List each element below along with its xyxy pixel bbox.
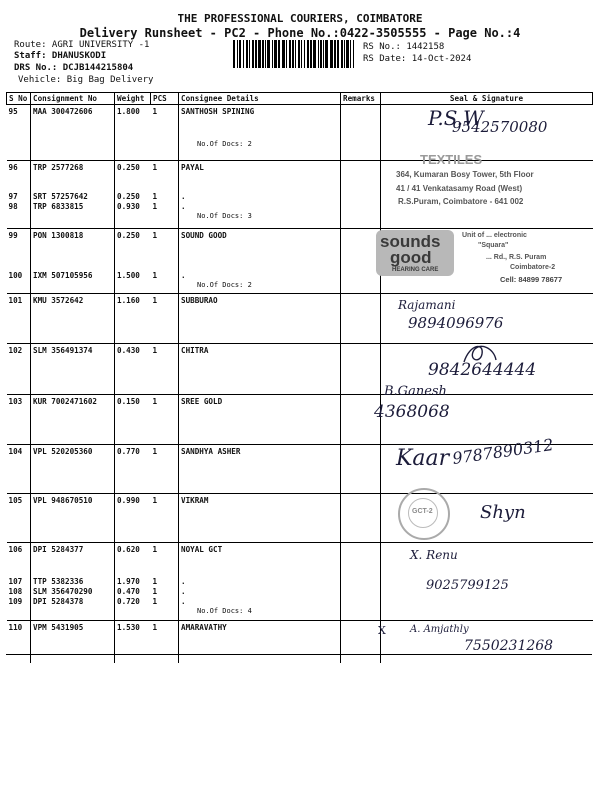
weight-cell: 0.770 [115,445,151,494]
sound-stamp-line: "Squara" [478,242,509,249]
barcode-bar [304,40,305,68]
barcode-bar [233,40,235,68]
weight-109: 0.720 [117,597,140,606]
consignee-107: . [181,577,186,586]
sno-cell: 104 [7,445,31,494]
consignee-cell: VIKRAM [179,494,341,543]
consignee-cell [179,105,341,161]
barcode-bar [258,40,261,68]
signature: Kaar [396,446,450,471]
consignment-cell [31,543,115,621]
docs-count: No.Of Docs: 3 [197,212,252,220]
staff-text: Staff: DHANUSKODI [14,51,107,61]
barcode-bar [249,40,250,68]
barcode-bar [325,40,328,68]
remarks-cell [341,105,381,161]
sno-97: 97 [8,192,18,201]
barcode-bar [337,40,339,68]
consignee-109: . [181,597,186,606]
cons-107: TTP 5382336 [33,577,84,586]
signature: Shyn [480,502,526,523]
sno-cell [7,161,31,229]
company-title: THE PROFESSIONAL COURIERS, COIMBATORE [177,12,423,25]
pcs-cell [151,161,179,229]
pcs-106: 1 [152,545,158,554]
table-row [7,294,593,344]
sno-cell: 101 [7,294,31,344]
sno-106: 106 [8,545,23,554]
col-consignment: Consignment No [31,93,115,105]
weight-100: 1.500 [117,271,140,280]
handwritten-phone: 9787890312 [451,435,555,468]
remarks-cell [341,294,381,344]
pcs-100: 1 [152,271,158,280]
consignee-100: . [181,271,186,280]
remarks-cell [341,543,381,621]
handwritten-phone: 4368068 [374,402,450,422]
weight-cell: 0.430 [115,344,151,395]
remarks-cell [341,494,381,543]
barcode-bar [341,40,343,68]
weight-cell: 1.160 [115,294,151,344]
weight-106: 0.620 [117,545,140,554]
barcode-bar [252,40,254,68]
consignment-cell: MAA 300472606 [31,105,115,161]
barcode [232,40,356,68]
consignment-cell: VPL 520205360 [31,445,115,494]
cons-99: PON 1300818 [33,231,84,240]
col-consignee: Consignee Details [179,93,341,105]
sno-100: 100 [8,271,23,280]
weight-cell [115,229,151,294]
cons-108: SLM 356470290 [33,587,93,596]
barcode-bar [298,40,300,68]
barcode-bar [344,40,345,68]
consignment-cell: VPL 948670510 [31,494,115,543]
consignee-cell [179,161,341,229]
remarks-cell [341,229,381,294]
consignee-96: PAYAL [181,163,204,172]
table-header-row [7,93,593,105]
remarks-cell [341,621,381,664]
pcs-cell: 1 [151,105,179,161]
logo-tagline: HEARING CARE [392,267,439,273]
barcode-bar [243,40,244,68]
handwritten-phone: 9894096976 [408,314,504,332]
barcode-bar [255,40,257,68]
docs-count: No.Of Docs: 2 [197,140,252,148]
consignee-98: . [181,202,186,211]
barcode-bar [307,40,309,68]
consignee-name: SANTHOSH SPINING [181,107,255,116]
barcode-bar [310,40,312,68]
weight-cell [115,161,151,229]
weight-cell: 1.800 [115,105,151,161]
remarks-cell [341,344,381,395]
pcs-cell: 1 [152,623,158,632]
consignee-cell: AMARAVATHY [179,621,341,664]
signature: P.S.W [428,106,484,130]
remarks-cell [341,445,381,494]
pcs-cell: 1 [151,395,179,445]
consignee-cell: CHITRA [179,344,341,395]
cons-100: IXM 507105956 [33,271,93,280]
remarks-cell [341,161,381,229]
barcode-bar [262,40,264,68]
weight-107: 1.970 [117,577,140,586]
pcs-97: 1 [152,192,158,201]
barcode-bar [350,40,351,68]
weight-cell [115,543,151,621]
barcode-bar [265,40,266,68]
barcode-bar [346,40,349,68]
barcode-bar [282,40,285,68]
sno-98: 98 [8,202,18,211]
consignment-cell [31,229,115,294]
handwritten-mark: X [378,624,386,637]
rs-date: RS Date: 14-Oct-2024 [363,54,472,64]
barcode-bar [323,40,324,68]
weight-99: 0.250 [117,231,140,240]
pcs-98: 1 [152,202,158,211]
textiles-stamp-line: 364, Kumaran Bosy Tower, 5th Floor [396,170,534,179]
consignee-97: . [181,192,186,201]
rs-number: RS No.: 1442158 [363,42,445,52]
sno-cell: 110 [8,623,23,632]
cons-109: DPI 5284378 [33,597,84,606]
consignment-cell: KMU 3572642 [31,294,115,344]
round-stamp-text: GCT-2 [412,508,433,515]
consignee-99: SOUND GOOD [181,231,227,240]
textiles-stamp-line: R.S.Puram, Coimbatore - 641 002 [398,197,524,206]
sno-99: 99 [8,231,18,240]
col-sno: S No [7,93,31,105]
drs-number: DRS No.: DCJB144215804 [14,63,134,73]
col-weight: Weight [115,93,151,105]
cons-98: TRP 6833815 [33,202,84,211]
sound-stamp-line: Cell: 84899 78677 [500,275,563,284]
barcode-bar [353,40,354,68]
pcs-cell: 1 [151,344,179,395]
pcs-cell: 1 [151,294,179,344]
consignee-cell [179,229,341,294]
pcs-99: 1 [152,231,158,240]
barcode-bar [330,40,333,68]
weight-108: 0.470 [117,587,140,596]
weight-97: 0.250 [117,192,140,201]
handwritten-phone: 9542570080 [452,118,548,136]
pcs-109: 1 [152,597,158,606]
cons-97: SRT 57257642 [33,192,88,201]
handwritten-name: A. Amjathly [410,624,469,635]
barcode-bar [318,40,319,68]
barcode-bar [292,40,294,68]
pcs-cell [151,229,179,294]
handwritten-name: B.Ganesh [384,384,447,399]
textiles-stamp-line: 41 / 41 Venkatasamy Road (West) [396,184,523,193]
sno-cell: 102 [7,344,31,395]
sno-107: 107 [8,577,23,586]
pcs-96: 1 [152,163,158,172]
sno-108: 108 [8,587,23,596]
handwritten-phone: 9025799125 [426,578,509,593]
cons-96: TRP 2577268 [33,163,84,172]
handwritten-name: Rajamani [398,298,456,312]
weight-cell: 0.990 [115,494,151,543]
docs-count: No.Of Docs: 4 [197,607,252,615]
vehicle-text: Vehicle: Big Bag Delivery [18,75,154,85]
pcs-107: 1 [152,577,158,586]
barcode-bar [320,40,322,68]
consignment-cell: KUR 7002471602 [31,395,115,445]
table-bottom-border [6,654,592,655]
consignment-cell: SLM 356491374 [31,344,115,395]
col-remarks: Remarks [341,93,381,105]
barcode-bar [295,40,296,68]
handwritten-phone: 9842644444 [428,360,537,380]
weight-cell: 0.150 [115,395,151,445]
barcode-bar [334,40,336,68]
textiles-stamp-name: TEXTILES [420,152,483,167]
consignee-cell [179,543,341,621]
barcode-bar [313,40,316,68]
barcode-bar [239,40,241,68]
consignee-108: . [181,587,186,596]
sound-good-logo [376,230,454,276]
pcs-cell: 1 [151,445,179,494]
sound-stamp-line: ... Rd., R.S. Puram [486,254,547,261]
pcs-cell: 1 [151,494,179,543]
docs-count: No.Of Docs: 2 [197,281,252,289]
barcode-bar [274,40,277,68]
barcode-bar [267,40,270,68]
consignee-cell: SUBBURAO [179,294,341,344]
weight-cell: 1.530 [115,621,151,664]
consignment-cell [31,161,115,229]
weight-98: 0.930 [117,202,140,211]
sno-cell [7,543,31,621]
barcode-bar [246,40,248,68]
consignee-cell: SANDHYA ASHER [179,445,341,494]
table-row [7,395,593,445]
sno-cell: 103 [7,395,31,445]
barcode-bar [272,40,273,68]
sound-stamp-line: Unit of ... electronic [462,232,527,239]
runsheet-title: Delivery Runsheet - PC2 - Phone No.:0422-3505555 - Page No.:4 [79,26,521,40]
pcs-cell [151,543,179,621]
sno-cell: 105 [7,494,31,543]
logo-text: sounds [380,232,441,251]
barcode-bar [237,40,238,68]
barcode-bar [286,40,287,68]
handwritten-name: X. Renu [410,548,458,562]
consignee-cell: SREE GOLD [179,395,341,445]
sound-stamp-line: Coimbatore-2 [510,264,556,271]
route-text: Route: AGRI UNIVERSITY -1 [14,40,150,50]
col-seal: Seal & Signature [381,93,593,105]
weight-96: 0.250 [117,163,140,172]
cons-106: DPI 5284377 [33,545,84,554]
consignee-106: NOYAL GCT [181,545,223,554]
barcode-bar [301,40,302,68]
col-pcs: PCS [151,93,179,105]
handwritten-phone: 7550231268 [464,638,554,654]
barcode-bar [289,40,291,68]
logo-text: good [390,248,432,267]
sno-cell: 95 [7,105,31,161]
round-stamp [398,488,450,540]
consignment-cell: VPM 5431905 [31,621,115,664]
sno-cell [7,229,31,294]
sno-109: 109 [8,597,23,606]
sno-96: 96 [8,163,18,172]
barcode-bar [278,40,280,68]
pcs-108: 1 [152,587,158,596]
